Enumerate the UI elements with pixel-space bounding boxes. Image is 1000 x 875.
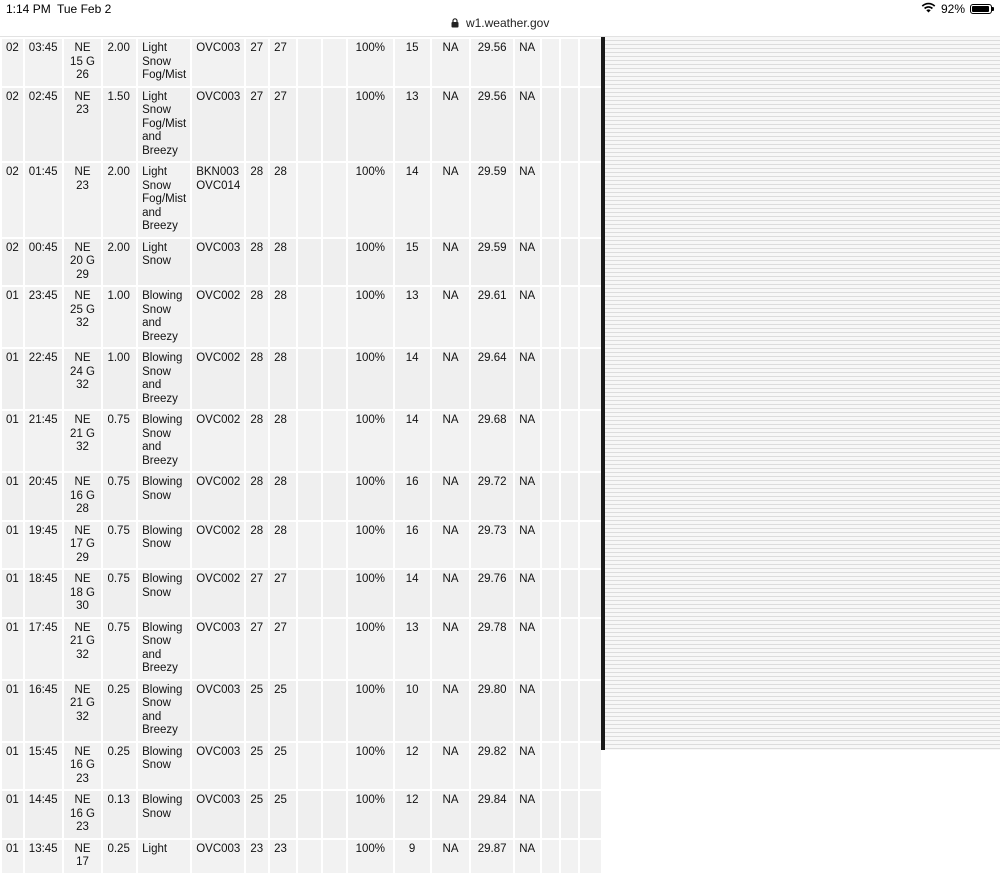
- cell-relative-humidity: 100%: [348, 791, 393, 838]
- cell-precip-6hr: [580, 743, 601, 790]
- cell-wind-chill: 12: [395, 743, 430, 790]
- cell-altimeter-pressure: 29.78: [471, 619, 512, 679]
- cell-min-6hr: [323, 791, 346, 838]
- cell-sea-level-pressure: NA: [515, 39, 540, 86]
- cell-max-6hr: [298, 570, 321, 617]
- cell-air-temp: 28: [246, 287, 268, 347]
- cell-wind: NE 16 G 23: [64, 791, 102, 838]
- cell-precip-6hr: [580, 411, 601, 471]
- cell-dew-point: 28: [270, 349, 296, 409]
- cell-wind: NE 23: [64, 88, 102, 162]
- wifi-icon: [921, 2, 936, 16]
- cell-precip-3hr: [561, 163, 578, 237]
- cell-air-temp: 27: [246, 619, 268, 679]
- cell-wind-chill: 14: [395, 411, 430, 471]
- cell-weather: Light Snow Fog/Mist and Breezy: [138, 163, 190, 237]
- battery-percent: 92%: [940, 2, 965, 16]
- cell-wind-chill: 14: [395, 570, 430, 617]
- cell-weather: Light Snow Fog/Mist and Breezy: [138, 88, 190, 162]
- cell-air-temp: 23: [246, 840, 268, 873]
- cell-time: 17:45: [25, 619, 62, 679]
- cell-heat-index: NA: [432, 287, 470, 347]
- cell-time: 02:45: [25, 88, 62, 162]
- cell-precip-1hr: [542, 287, 560, 347]
- cell-weather: Blowing Snow and Breezy: [138, 681, 190, 741]
- cell-visibility: 0.25: [103, 743, 136, 790]
- cell-visibility: 0.25: [103, 681, 136, 741]
- cell-weather: Blowing Snow: [138, 473, 190, 520]
- cell-heat-index: NA: [432, 473, 470, 520]
- cell-dew-point: 28: [270, 411, 296, 471]
- cell-visibility: 2.00: [103, 163, 136, 237]
- cell-date: 02: [2, 163, 23, 237]
- cell-sky-condition: OVC003: [192, 743, 244, 790]
- cell-air-temp: 25: [246, 743, 268, 790]
- cell-relative-humidity: 100%: [348, 287, 393, 347]
- cell-altimeter-pressure: 29.64: [471, 349, 512, 409]
- cell-heat-index: NA: [432, 743, 470, 790]
- cell-weather: Light: [138, 840, 190, 873]
- cell-sea-level-pressure: NA: [515, 287, 540, 347]
- cell-precip-6hr: [580, 163, 601, 237]
- cell-wind-chill: 15: [395, 239, 430, 286]
- cell-wind: NE 21 G 32: [64, 681, 102, 741]
- cell-date: 02: [2, 88, 23, 162]
- cell-relative-humidity: 100%: [348, 88, 393, 162]
- cell-relative-humidity: 100%: [348, 239, 393, 286]
- cell-date: 01: [2, 349, 23, 409]
- cell-relative-humidity: 100%: [348, 681, 393, 741]
- cell-min-6hr: [323, 287, 346, 347]
- table-row: [2, 287, 601, 347]
- cell-sky-condition: OVC002: [192, 473, 244, 520]
- cell-wind-chill: 14: [395, 163, 430, 237]
- cell-wind: NE 18 G 30: [64, 570, 102, 617]
- cell-precip-6hr: [580, 473, 601, 520]
- cell-precip-3hr: [561, 619, 578, 679]
- cell-precip-3hr: [561, 570, 578, 617]
- cell-precip-1hr: [542, 681, 560, 741]
- cell-weather: Blowing Snow: [138, 570, 190, 617]
- cell-visibility: 0.75: [103, 522, 136, 569]
- cell-date: 01: [2, 522, 23, 569]
- cell-min-6hr: [323, 411, 346, 471]
- cell-precip-6hr: [580, 791, 601, 838]
- cell-precip-1hr: [542, 743, 560, 790]
- cell-dew-point: 27: [270, 619, 296, 679]
- cell-sea-level-pressure: NA: [515, 619, 540, 679]
- cell-relative-humidity: 100%: [348, 163, 393, 237]
- cell-sky-condition: OVC003: [192, 239, 244, 286]
- cell-altimeter-pressure: 29.84: [471, 791, 512, 838]
- cell-wind-chill: 13: [395, 88, 430, 162]
- cell-air-temp: 28: [246, 239, 268, 286]
- table-row: [2, 619, 601, 679]
- cell-wind: NE 17: [64, 840, 102, 873]
- cell-relative-humidity: 100%: [348, 619, 393, 679]
- cell-heat-index: NA: [432, 349, 470, 409]
- cell-precip-1hr: [542, 239, 560, 286]
- cell-precip-1hr: [542, 522, 560, 569]
- table-row: [2, 163, 601, 237]
- cell-precip-3hr: [561, 522, 578, 569]
- cell-visibility: 2.00: [103, 39, 136, 86]
- cell-date: 01: [2, 791, 23, 838]
- cell-precip-1hr: [542, 473, 560, 520]
- cell-wind: NE 21 G 32: [64, 619, 102, 679]
- cell-wind: NE 23: [64, 163, 102, 237]
- cell-dew-point: 28: [270, 163, 296, 237]
- cell-precip-3hr: [561, 39, 578, 86]
- cell-air-temp: 27: [246, 88, 268, 162]
- cell-dew-point: 25: [270, 681, 296, 741]
- cell-air-temp: 27: [246, 39, 268, 86]
- cell-min-6hr: [323, 88, 346, 162]
- cell-time: 22:45: [25, 349, 62, 409]
- cell-altimeter-pressure: 29.87: [471, 840, 512, 873]
- status-date: Tue Feb 2: [57, 2, 112, 16]
- url-text[interactable]: w1.weather.gov: [465, 16, 550, 30]
- cell-dew-point: 23: [270, 840, 296, 873]
- cell-precip-6hr: [580, 570, 601, 617]
- cell-precip-1hr: [542, 39, 560, 86]
- cell-relative-humidity: 100%: [348, 522, 393, 569]
- cell-time: 15:45: [25, 743, 62, 790]
- cell-min-6hr: [323, 743, 346, 790]
- cell-date: 02: [2, 239, 23, 286]
- cell-sea-level-pressure: NA: [515, 239, 540, 286]
- table-row: [2, 522, 601, 569]
- cell-air-temp: 27: [246, 570, 268, 617]
- table-row: [2, 473, 601, 520]
- cell-time: 16:45: [25, 681, 62, 741]
- cell-air-temp: 28: [246, 473, 268, 520]
- cell-heat-index: NA: [432, 163, 470, 237]
- cell-visibility: 0.13: [103, 791, 136, 838]
- cell-relative-humidity: 100%: [348, 473, 393, 520]
- cell-heat-index: NA: [432, 411, 470, 471]
- cell-wind-chill: 13: [395, 287, 430, 347]
- cell-precip-1hr: [542, 163, 560, 237]
- cell-date: 01: [2, 411, 23, 471]
- cell-precip-3hr: [561, 840, 578, 873]
- cell-sea-level-pressure: NA: [515, 743, 540, 790]
- page-content[interactable]: [0, 37, 603, 868]
- cell-altimeter-pressure: 29.80: [471, 681, 512, 741]
- table-row: [2, 239, 601, 286]
- cell-sea-level-pressure: NA: [515, 349, 540, 409]
- cell-sea-level-pressure: NA: [515, 522, 540, 569]
- cell-altimeter-pressure: 29.56: [471, 88, 512, 162]
- cell-wind: NE 16 G 23: [64, 743, 102, 790]
- cell-sky-condition: OVC003: [192, 840, 244, 873]
- cell-max-6hr: [298, 473, 321, 520]
- cell-heat-index: NA: [432, 88, 470, 162]
- cell-altimeter-pressure: 29.73: [471, 522, 512, 569]
- table-row: [2, 681, 601, 741]
- cell-dew-point: 27: [270, 39, 296, 86]
- cell-wind: NE 20 G 29: [64, 239, 102, 286]
- table-row: [2, 791, 601, 838]
- cell-altimeter-pressure: 29.59: [471, 239, 512, 286]
- cell-relative-humidity: 100%: [348, 349, 393, 409]
- cell-time: 20:45: [25, 473, 62, 520]
- cell-relative-humidity: 100%: [348, 570, 393, 617]
- cell-time: 03:45: [25, 39, 62, 86]
- cell-wind-chill: 14: [395, 349, 430, 409]
- cell-relative-humidity: 100%: [348, 840, 393, 873]
- cell-time: 01:45: [25, 163, 62, 237]
- cell-precip-6hr: [580, 681, 601, 741]
- cell-time: 14:45: [25, 791, 62, 838]
- cell-time: 13:45: [25, 840, 62, 873]
- cell-precip-3hr: [561, 239, 578, 286]
- cell-precip-3hr: [561, 791, 578, 838]
- cell-heat-index: NA: [432, 39, 470, 86]
- cell-precip-6hr: [580, 88, 601, 162]
- cell-min-6hr: [323, 349, 346, 409]
- cell-wind-chill: 16: [395, 473, 430, 520]
- cell-wind: NE 15 G 26: [64, 39, 102, 86]
- cell-date: 01: [2, 681, 23, 741]
- cell-sea-level-pressure: NA: [515, 88, 540, 162]
- cell-visibility: 0.25: [103, 840, 136, 873]
- cell-precip-1hr: [542, 570, 560, 617]
- cell-air-temp: 28: [246, 349, 268, 409]
- cell-max-6hr: [298, 239, 321, 286]
- cell-altimeter-pressure: 29.59: [471, 163, 512, 237]
- cell-wind: NE 17 G 29: [64, 522, 102, 569]
- cell-weather: Light Snow: [138, 239, 190, 286]
- cell-date: 01: [2, 287, 23, 347]
- cell-precip-6hr: [580, 239, 601, 286]
- cell-precip-6hr: [580, 349, 601, 409]
- cell-max-6hr: [298, 349, 321, 409]
- cell-date: 01: [2, 619, 23, 679]
- cell-altimeter-pressure: 29.76: [471, 570, 512, 617]
- cell-time: 23:45: [25, 287, 62, 347]
- cell-sky-condition: OVC003: [192, 791, 244, 838]
- cell-dew-point: 28: [270, 239, 296, 286]
- cell-min-6hr: [323, 239, 346, 286]
- cell-wind-chill: 13: [395, 619, 430, 679]
- cell-wind: NE 16 G 28: [64, 473, 102, 520]
- cell-precip-3hr: [561, 349, 578, 409]
- cell-precip-1hr: [542, 349, 560, 409]
- cell-date: 01: [2, 743, 23, 790]
- cell-max-6hr: [298, 791, 321, 838]
- cell-sea-level-pressure: NA: [515, 840, 540, 873]
- cell-min-6hr: [323, 522, 346, 569]
- cell-weather: Blowing Snow: [138, 522, 190, 569]
- cell-altimeter-pressure: 29.68: [471, 411, 512, 471]
- cell-dew-point: 28: [270, 287, 296, 347]
- cell-weather: Light Snow Fog/Mist: [138, 39, 190, 86]
- cell-altimeter-pressure: 29.72: [471, 473, 512, 520]
- status-time: 1:14 PM: [6, 2, 51, 16]
- cell-visibility: 0.75: [103, 411, 136, 471]
- cell-weather: Blowing Snow and Breezy: [138, 349, 190, 409]
- cell-date: 01: [2, 840, 23, 873]
- cell-air-temp: 25: [246, 791, 268, 838]
- cell-precip-1hr: [542, 791, 560, 838]
- cell-dew-point: 27: [270, 88, 296, 162]
- cell-precip-3hr: [561, 88, 578, 162]
- cell-wind-chill: 16: [395, 522, 430, 569]
- cell-weather: Blowing Snow and Breezy: [138, 287, 190, 347]
- table-row: [2, 349, 601, 409]
- cell-date: 01: [2, 570, 23, 617]
- cell-weather: Blowing Snow: [138, 743, 190, 790]
- cell-weather: Blowing Snow and Breezy: [138, 411, 190, 471]
- cell-date: 02: [2, 39, 23, 86]
- cell-weather: Blowing Snow and Breezy: [138, 619, 190, 679]
- cell-visibility: 1.00: [103, 287, 136, 347]
- cell-sea-level-pressure: NA: [515, 791, 540, 838]
- cell-sky-condition: BKN003 OVC014: [192, 163, 244, 237]
- cell-max-6hr: [298, 619, 321, 679]
- table-row: [2, 39, 601, 86]
- cell-dew-point: 25: [270, 743, 296, 790]
- cell-air-temp: 25: [246, 681, 268, 741]
- cell-sea-level-pressure: NA: [515, 411, 540, 471]
- cell-min-6hr: [323, 619, 346, 679]
- cell-time: 00:45: [25, 239, 62, 286]
- cell-max-6hr: [298, 88, 321, 162]
- cell-sky-condition: OVC003: [192, 619, 244, 679]
- cell-visibility: 1.50: [103, 88, 136, 162]
- cell-wind: NE 24 G 32: [64, 349, 102, 409]
- cell-heat-index: NA: [432, 522, 470, 569]
- address-bar[interactable]: [0, 16, 1000, 36]
- cell-sky-condition: OVC002: [192, 411, 244, 471]
- observations-table: [0, 37, 603, 875]
- cell-relative-humidity: 100%: [348, 743, 393, 790]
- cell-precip-3hr: [561, 411, 578, 471]
- cell-sea-level-pressure: NA: [515, 163, 540, 237]
- cell-date: 01: [2, 473, 23, 520]
- cell-visibility: 0.75: [103, 570, 136, 617]
- cell-precip-1hr: [542, 88, 560, 162]
- cell-wind-chill: 10: [395, 681, 430, 741]
- cell-sky-condition: OVC002: [192, 570, 244, 617]
- cell-sky-condition: OVC003: [192, 88, 244, 162]
- cell-wind-chill: 12: [395, 791, 430, 838]
- cell-max-6hr: [298, 411, 321, 471]
- cell-precip-6hr: [580, 39, 601, 86]
- cell-min-6hr: [323, 570, 346, 617]
- cell-sky-condition: OVC002: [192, 522, 244, 569]
- cell-sea-level-pressure: NA: [515, 473, 540, 520]
- cell-precip-3hr: [561, 473, 578, 520]
- cell-precip-6hr: [580, 619, 601, 679]
- cell-min-6hr: [323, 681, 346, 741]
- cell-precip-1hr: [542, 619, 560, 679]
- cell-precip-6hr: [580, 522, 601, 569]
- cell-sky-condition: OVC002: [192, 349, 244, 409]
- cell-sky-condition: OVC003: [192, 39, 244, 86]
- cell-altimeter-pressure: 29.56: [471, 39, 512, 86]
- cell-weather: Blowing Snow: [138, 791, 190, 838]
- cell-dew-point: 28: [270, 473, 296, 520]
- cell-time: 21:45: [25, 411, 62, 471]
- cell-air-temp: 28: [246, 163, 268, 237]
- cell-precip-3hr: [561, 681, 578, 741]
- cell-min-6hr: [323, 473, 346, 520]
- cell-relative-humidity: 100%: [348, 39, 393, 86]
- cell-time: 18:45: [25, 570, 62, 617]
- cell-max-6hr: [298, 522, 321, 569]
- cell-heat-index: NA: [432, 840, 470, 873]
- cell-wind-chill: 9: [395, 840, 430, 873]
- cell-sky-condition: OVC003: [192, 681, 244, 741]
- cell-altimeter-pressure: 29.61: [471, 287, 512, 347]
- cell-max-6hr: [298, 39, 321, 86]
- cell-max-6hr: [298, 163, 321, 237]
- cell-sea-level-pressure: NA: [515, 570, 540, 617]
- cell-visibility: 0.75: [103, 619, 136, 679]
- table-row: [2, 840, 601, 873]
- cell-precip-1hr: [542, 840, 560, 873]
- cell-time: 19:45: [25, 522, 62, 569]
- cell-sea-level-pressure: NA: [515, 681, 540, 741]
- table-row: [2, 411, 601, 471]
- cell-altimeter-pressure: 29.82: [471, 743, 512, 790]
- cell-visibility: 2.00: [103, 239, 136, 286]
- empty-side-pane: [605, 37, 1000, 750]
- table-row: [2, 570, 601, 617]
- cell-dew-point: 27: [270, 570, 296, 617]
- cell-dew-point: 28: [270, 522, 296, 569]
- table-row: [2, 88, 601, 162]
- cell-wind: NE 25 G 32: [64, 287, 102, 347]
- cell-heat-index: NA: [432, 239, 470, 286]
- cell-dew-point: 25: [270, 791, 296, 838]
- cell-visibility: 1.00: [103, 349, 136, 409]
- cell-min-6hr: [323, 840, 346, 873]
- table-row: [2, 743, 601, 790]
- cell-precip-3hr: [561, 743, 578, 790]
- lock-icon: [451, 17, 459, 31]
- cell-max-6hr: [298, 840, 321, 873]
- cell-sky-condition: OVC002: [192, 287, 244, 347]
- battery-icon: [970, 4, 992, 14]
- cell-wind: NE 21 G 32: [64, 411, 102, 471]
- cell-precip-6hr: [580, 840, 601, 873]
- cell-visibility: 0.75: [103, 473, 136, 520]
- cell-air-temp: 28: [246, 411, 268, 471]
- cell-max-6hr: [298, 287, 321, 347]
- cell-precip-6hr: [580, 287, 601, 347]
- cell-precip-1hr: [542, 411, 560, 471]
- cell-relative-humidity: 100%: [348, 411, 393, 471]
- status-indicators: [921, 2, 992, 16]
- cell-min-6hr: [323, 39, 346, 86]
- cell-min-6hr: [323, 163, 346, 237]
- cell-precip-3hr: [561, 287, 578, 347]
- cell-heat-index: NA: [432, 619, 470, 679]
- cell-max-6hr: [298, 681, 321, 741]
- cell-heat-index: NA: [432, 791, 470, 838]
- cell-max-6hr: [298, 743, 321, 790]
- cell-heat-index: NA: [432, 681, 470, 741]
- cell-air-temp: 28: [246, 522, 268, 569]
- cell-heat-index: NA: [432, 570, 470, 617]
- cell-wind-chill: 15: [395, 39, 430, 86]
